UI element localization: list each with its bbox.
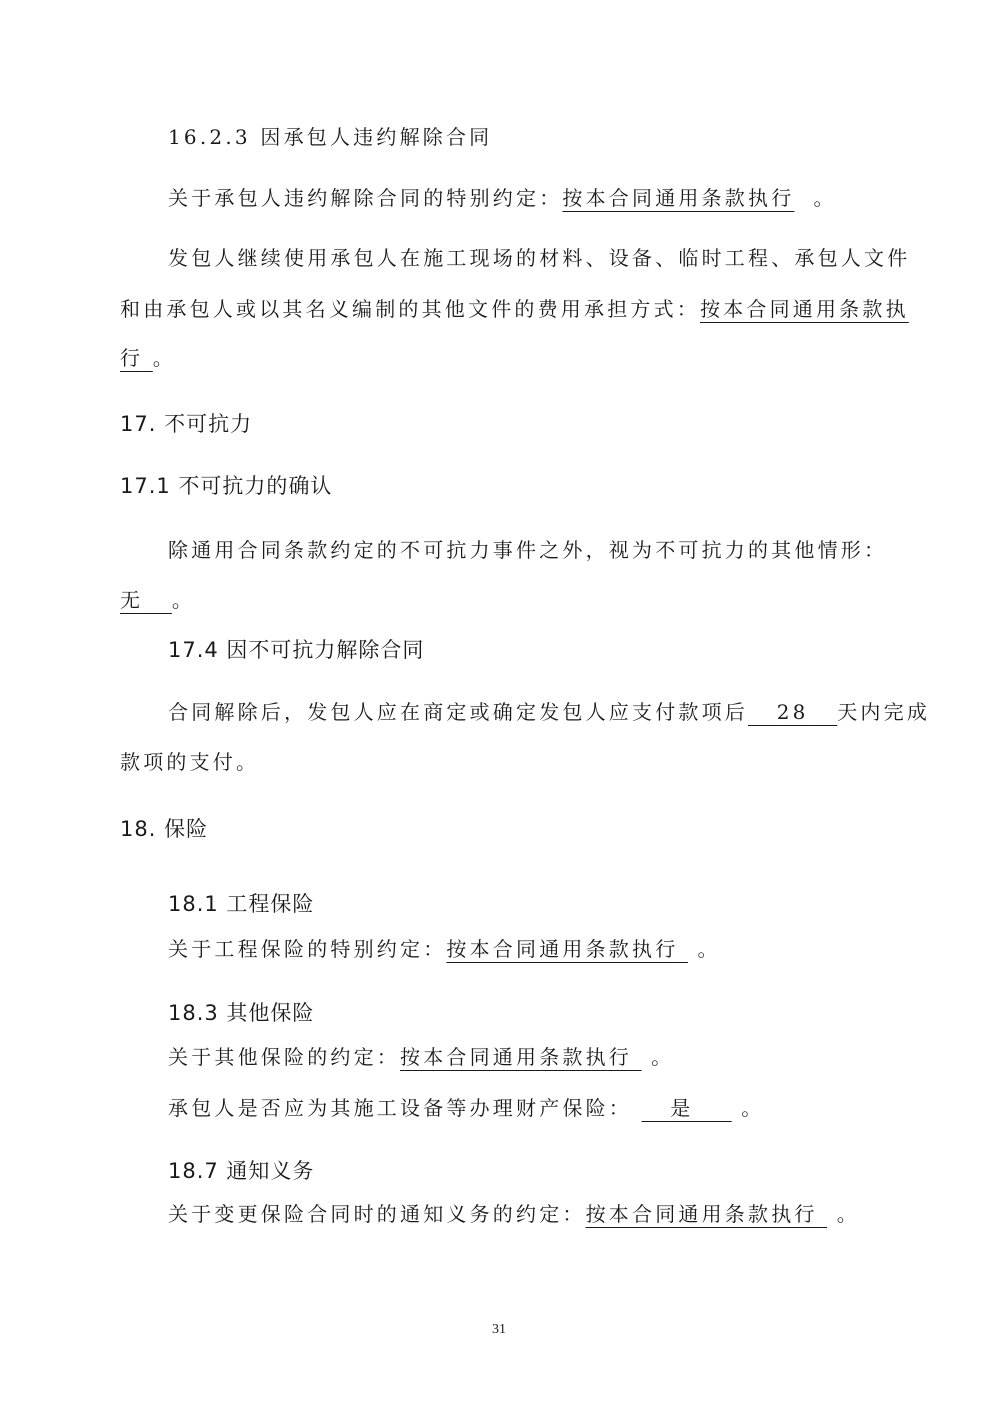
section-17-4-heading: 17.4 因不可抗力解除合同 <box>168 638 425 662</box>
paragraph-line <box>168 696 930 725</box>
special-agreement-line <box>168 1198 860 1227</box>
section-17-heading: 17. 不可抗力 <box>120 412 253 436</box>
special-agreement-line <box>168 1041 674 1070</box>
punctuation: 。 <box>813 186 837 210</box>
paragraph-line: 发包人继续使用承包人在施工现场的材料、设备、临时工程、承包人文件 <box>168 246 911 270</box>
special-agreement-label: 关于其他保险的约定： <box>168 1045 400 1069</box>
section-18-heading: 18. 保险 <box>120 817 209 841</box>
paragraph-line <box>120 293 909 322</box>
paragraph-line: 除通用合同条款约定的不可抗力事件之外，视为不可抗力的其他情形： <box>168 538 888 562</box>
special-agreement-line <box>168 182 837 211</box>
fill-in-value: 无 <box>120 588 144 612</box>
paragraph-line <box>120 342 176 371</box>
fill-in-value: 是 <box>670 1096 694 1120</box>
special-agreement-value: 按本合同通用条款执行 <box>585 1202 818 1226</box>
page-number: 31 <box>492 1322 506 1337</box>
paragraph-line: 款项的支付。 <box>120 750 260 774</box>
special-agreement-value: 按本合同通用条款执行 <box>400 1045 632 1069</box>
section-18-7-heading: 18.7 通知义务 <box>168 1159 315 1183</box>
section-18-1-heading: 18.1 工程保险 <box>168 892 315 916</box>
paragraph-text: 合同解除后，发包人应在商定或确定发包人应支付款项后 <box>168 700 748 724</box>
paragraph-line <box>120 584 195 613</box>
special-agreement-label: 关于承包人违约解除合同的特别约定： <box>168 186 563 210</box>
section-18-3-heading: 18.3 其他保险 <box>168 1001 315 1025</box>
special-agreement-line <box>168 933 721 962</box>
punctuation: 。 <box>697 937 721 961</box>
section-17-1-heading: 17.1 不可抗力的确认 <box>120 474 333 498</box>
fill-in-value: 行 <box>120 346 144 370</box>
punctuation: 。 <box>171 588 196 612</box>
paragraph-text: 天内完成 <box>837 700 931 724</box>
paragraph-text: 和由承包人或以其名义编制的其他文件的费用承担方式： <box>120 297 700 321</box>
paragraph-line <box>168 1092 764 1121</box>
special-agreement-label: 关于变更保险合同时的通知义务的约定： <box>168 1202 586 1226</box>
punctuation: 。 <box>152 346 176 370</box>
special-agreement-label: 关于工程保险的特别约定： <box>168 937 447 961</box>
paragraph-text: 承包人是否应为其施工设备等办理财产保险： <box>168 1096 632 1120</box>
section-16-2-3-heading: 16.2.3 因承包人违约解除合同 <box>168 125 493 149</box>
punctuation: 。 <box>741 1096 765 1120</box>
special-agreement-value: 按本合同通用条款执行 <box>446 937 679 961</box>
punctuation: 。 <box>651 1045 675 1069</box>
days-value: 28 <box>776 700 809 724</box>
special-agreement-value: 按本合同通用条款执行 <box>562 186 795 210</box>
fill-in-value: 按本合同通用条款执 <box>700 297 909 321</box>
punctuation: 。 <box>836 1202 860 1226</box>
